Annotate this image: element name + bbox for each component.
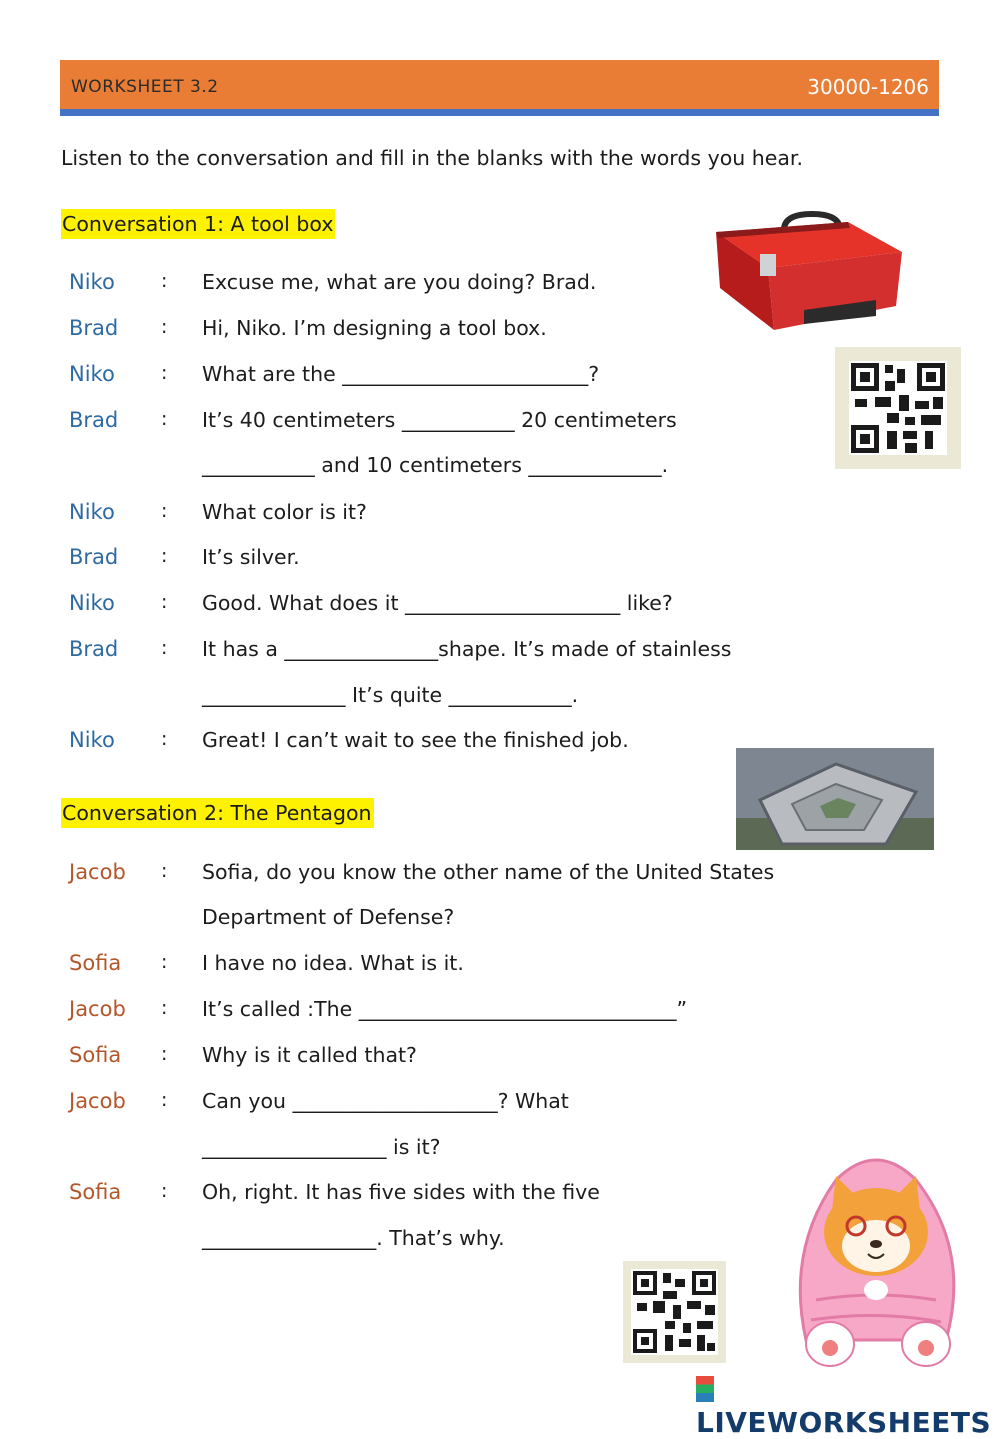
speaker-name: Niko xyxy=(69,728,115,752)
dialogue-text: Great! I can’t wait to see the finished job. xyxy=(202,728,629,752)
speaker-colon: : xyxy=(161,728,168,750)
dialogue-text: I have no idea. What is it. xyxy=(202,951,464,975)
dialogue-text: Department of Defense? xyxy=(202,905,455,929)
dialogue-text: What color is it? xyxy=(202,500,367,524)
dialogue-text: Excuse me, what are you doing? Brad. xyxy=(202,270,597,294)
dialogue-continuation xyxy=(0,905,1000,935)
speaker-name: Brad xyxy=(69,408,119,432)
qr-code-2 xyxy=(623,1261,726,1363)
dialogue-text: ___________ and 10 centimeters _____________. xyxy=(202,453,669,477)
dialogue-continuation xyxy=(0,683,1000,713)
speaker-colon: : xyxy=(161,545,168,567)
brand-name: LIVEWORKSHEETS xyxy=(696,1406,992,1439)
speaker-colon: : xyxy=(161,951,168,973)
dialogue-text: It’s 40 centimeters ___________ 20 centimeters xyxy=(202,408,677,432)
speaker-colon: : xyxy=(161,1043,168,1065)
speaker-name: Sofia xyxy=(69,1180,122,1204)
qr-pattern xyxy=(623,1261,726,1363)
dialogue-line xyxy=(0,545,1000,575)
dialogue-text: __________________ is it? xyxy=(202,1135,441,1159)
worksheet-code: 30000-1206 xyxy=(807,75,929,99)
dialogue-text: Sofia, do you know the other name of the United States xyxy=(202,860,775,884)
conversation-1-title: Conversation 1: A tool box xyxy=(61,209,335,239)
speaker-colon: : xyxy=(161,500,168,522)
dialogue-text: What are the ________________________? xyxy=(202,362,600,386)
conversation-2-title: Conversation 2: The Pentagon xyxy=(61,798,374,828)
dialogue-line xyxy=(0,591,1000,621)
speaker-name: Jacob xyxy=(69,860,126,884)
dialogue-line xyxy=(0,997,1000,1027)
dialogue-line xyxy=(0,500,1000,530)
speaker-colon: : xyxy=(161,637,168,659)
speaker-colon: : xyxy=(161,997,168,1019)
speaker-name: Brad xyxy=(69,545,119,569)
speaker-colon: : xyxy=(161,860,168,882)
speaker-colon: : xyxy=(161,1180,168,1202)
speaker-name: Niko xyxy=(69,362,115,386)
dialogue-line xyxy=(0,1043,1000,1073)
speaker-name: Jacob xyxy=(69,1089,126,1113)
qr-pattern xyxy=(835,347,961,469)
qr-code-1 xyxy=(835,347,961,469)
dialogue-text: It’s silver. xyxy=(202,545,300,569)
speaker-name: Sofia xyxy=(69,1043,122,1067)
brand-logo-icon xyxy=(696,1376,714,1402)
instruction-text: Listen to the conversation and fill in the blanks with the words you hear. xyxy=(61,146,803,170)
speaker-name: Niko xyxy=(69,270,115,294)
speaker-name: Niko xyxy=(69,591,115,615)
speaker-name: Jacob xyxy=(69,997,126,1021)
dialogue-line xyxy=(0,637,1000,667)
speaker-name: Brad xyxy=(69,316,119,340)
speaker-colon: : xyxy=(161,316,168,338)
worksheet-header xyxy=(60,60,939,116)
dialogue-line xyxy=(0,1089,1000,1119)
dialogue-text: Oh, right. It has five sides with the five xyxy=(202,1180,600,1204)
dialogue-text: Can you ____________________? What xyxy=(202,1089,569,1113)
pentagon-image xyxy=(736,748,934,850)
shiba-mascot-image xyxy=(776,1140,976,1372)
dialogue-text: ______________ It’s quite ____________. xyxy=(202,683,579,707)
dialogue-text: _________________. That’s why. xyxy=(202,1226,505,1250)
speaker-colon: : xyxy=(161,270,168,292)
worksheet-title: WORKSHEET 3.2 xyxy=(71,77,219,97)
dialogue-text: Hi, Niko. I’m designing a tool box. xyxy=(202,316,547,340)
speaker-name: Brad xyxy=(69,637,119,661)
speaker-colon: : xyxy=(161,1089,168,1111)
dialogue-line xyxy=(0,951,1000,981)
speaker-colon: : xyxy=(161,362,168,384)
dialogue-text: Good. What does it _____________________ like? xyxy=(202,591,673,615)
dialogue-text: Why is it called that? xyxy=(202,1043,417,1067)
dialogue-text: It’s called :The _______________________________” xyxy=(202,997,688,1021)
dialogue-text: It has a _______________shape. It’s made of stainless xyxy=(202,637,732,661)
dialogue-line xyxy=(0,860,1000,890)
liveworksheets-logo xyxy=(696,1373,1000,1439)
speaker-name: Sofia xyxy=(69,951,122,975)
speaker-colon: : xyxy=(161,408,168,430)
speaker-name: Niko xyxy=(69,500,115,524)
toolbox-image xyxy=(716,210,902,334)
speaker-colon: : xyxy=(161,591,168,613)
